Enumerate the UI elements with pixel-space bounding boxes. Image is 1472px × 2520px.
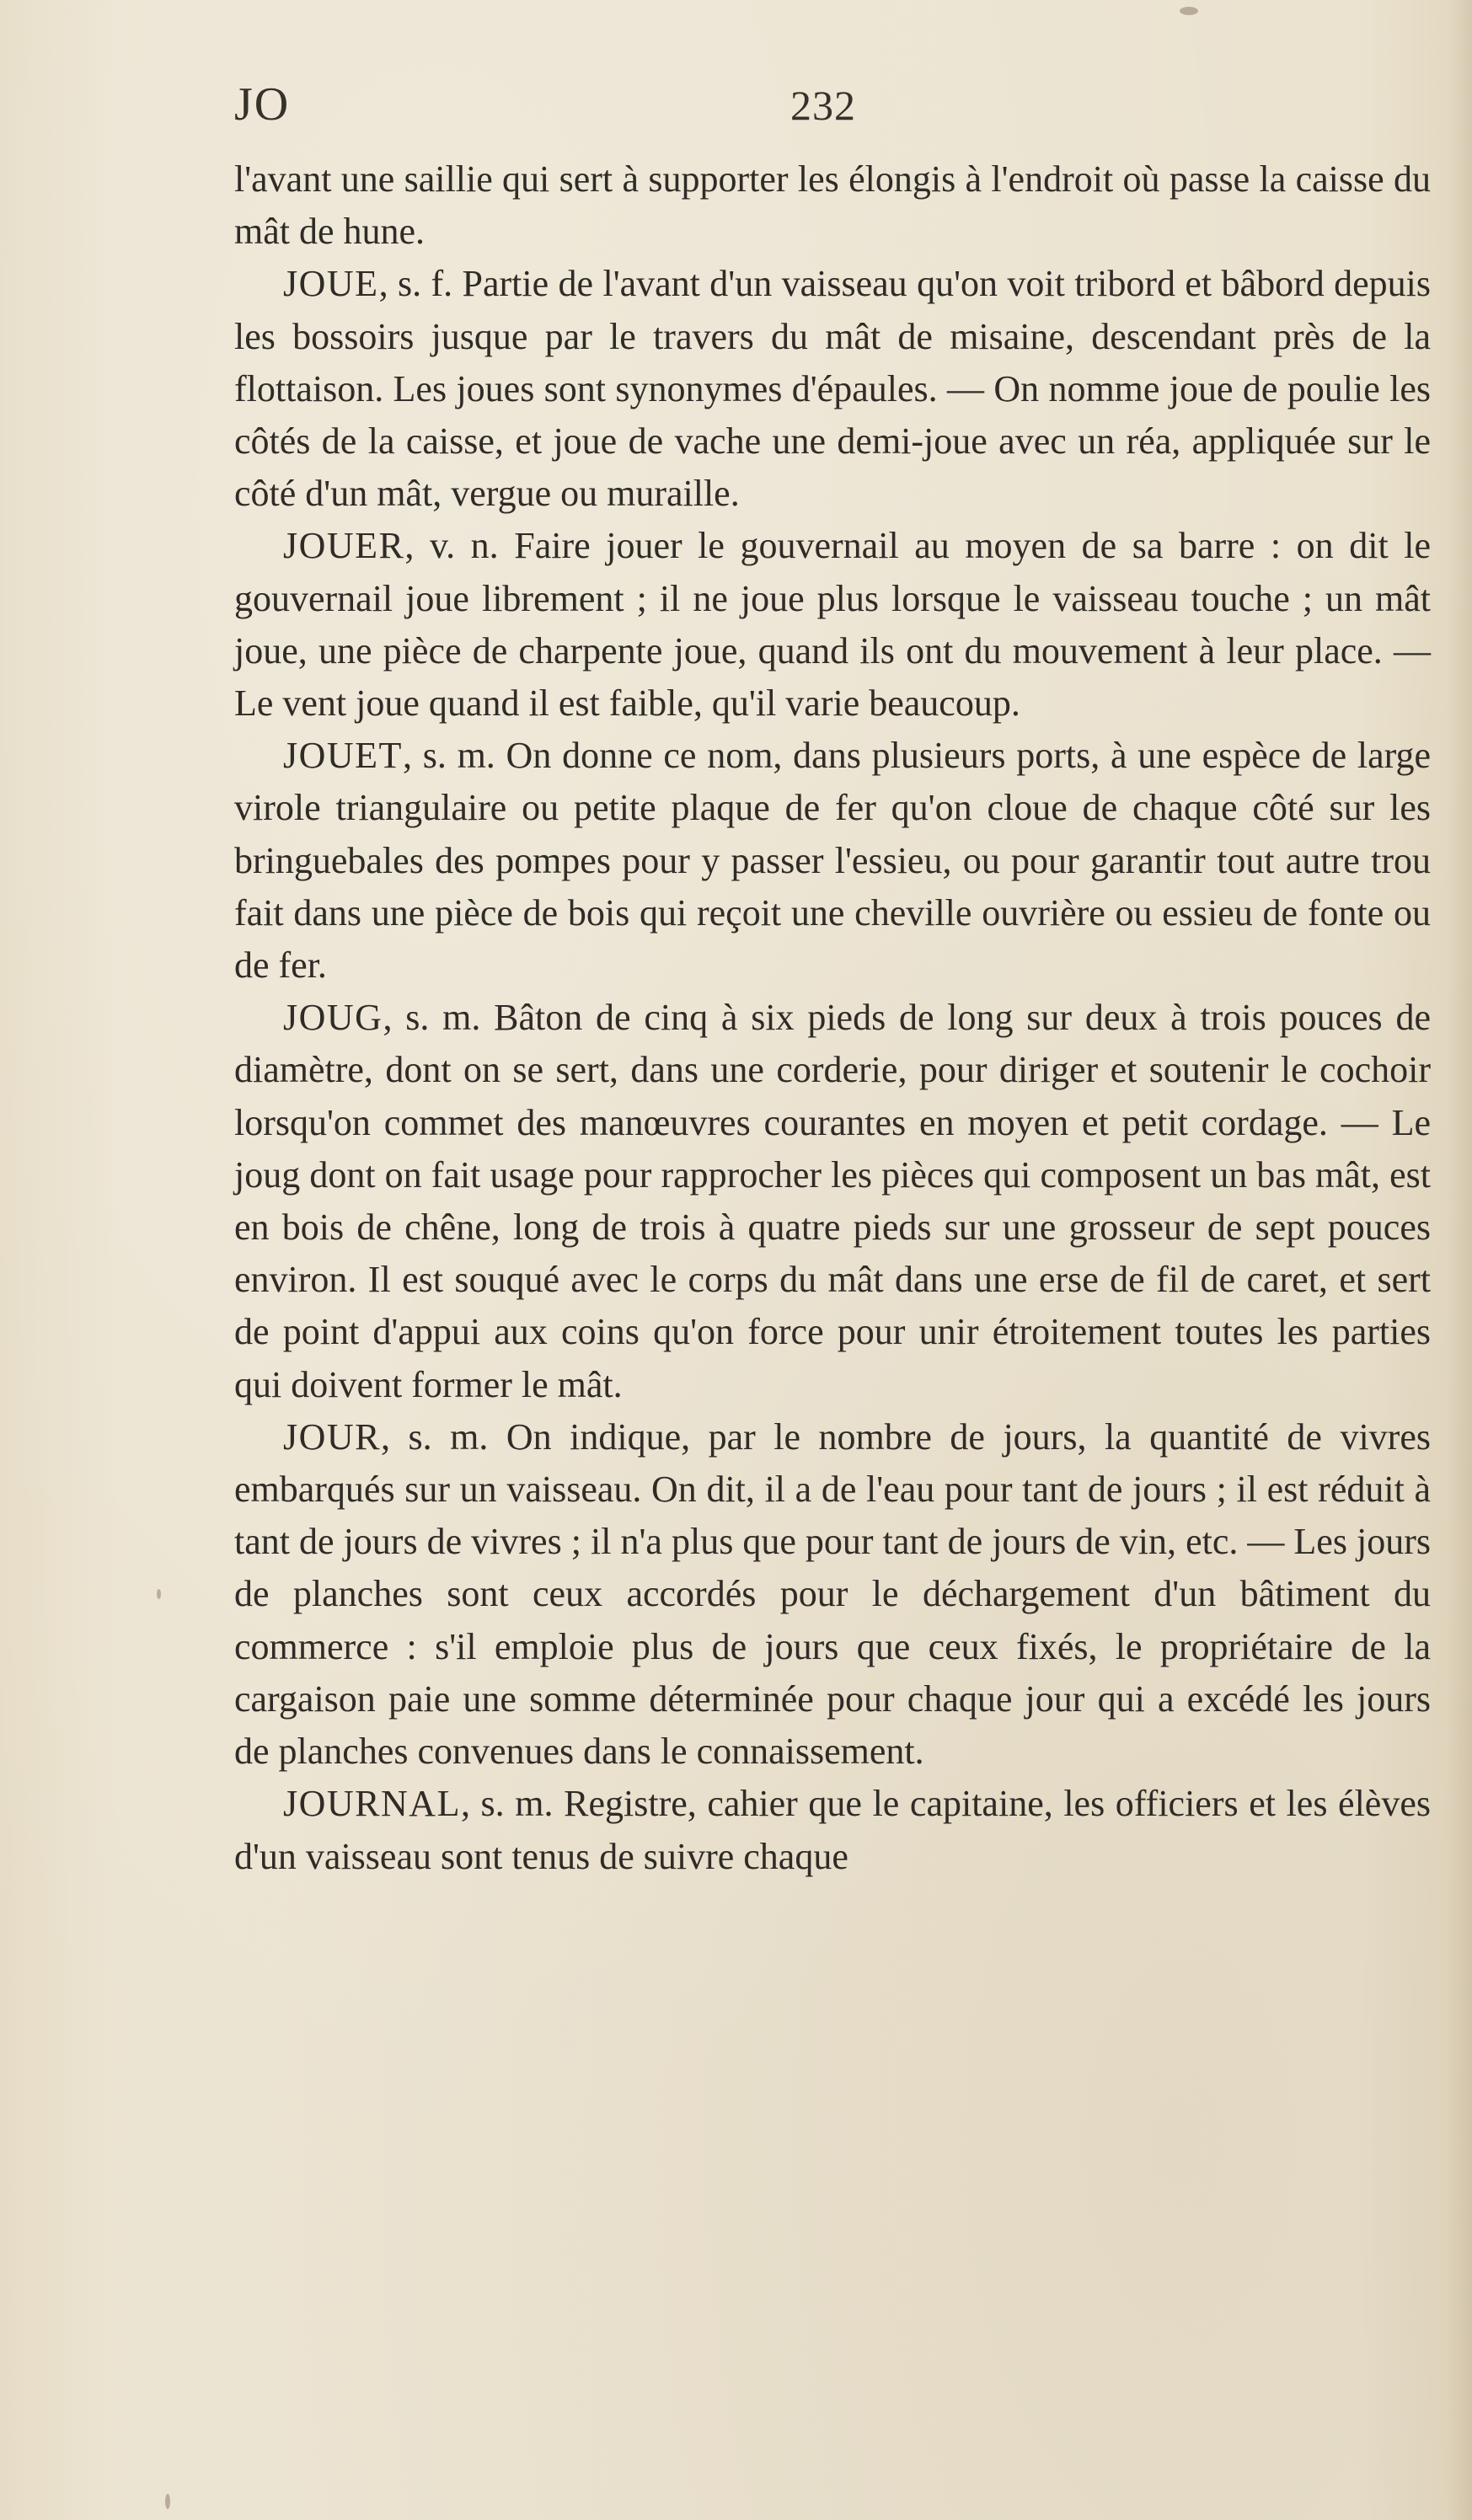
entry-jour bbox=[234, 1411, 1431, 1778]
entry-jouet bbox=[234, 730, 1431, 992]
continuation-paragraph bbox=[234, 153, 1431, 258]
paper-blemish bbox=[1180, 7, 1198, 15]
entry-text: , s. f. Partie de l'avant d'un vaisseau qu'on voit tribord et bâbord depuis les bossoirs jusque par le travers du mât de misaine, descendant près de la flottaison. Les joues sont synonymes d'épaules. — On nomme joue de poulie les côtés de la caisse, et joue de vache une demi-joue avec un réa, appliquée sur le côté d'un mât, vergue ou muraille. bbox=[234, 263, 1431, 515]
page-edge-shadow bbox=[1447, 0, 1472, 2520]
entry-headword: JOURNAL bbox=[283, 1783, 461, 1825]
running-header bbox=[234, 78, 1431, 136]
dictionary-text bbox=[234, 153, 1431, 1883]
entry-headword: JOUER bbox=[283, 525, 405, 567]
entry-journal bbox=[234, 1778, 1431, 1882]
entry-text: , s. m. Bâton de cinq à six pieds de long sur deux à trois pouces de diamètre, dont on se sert, dans une corderie, pour diriger et soutenir le cochoir lorsqu'on commet des manœuvres courantes en moyen et petit cordage. — Le joug dont on fait usage pour rapprocher les pièces qui composent un bas mât, est en bois de chêne, long de trois à quatre pieds sur une grosseur de sept pouces environ. Il est souqué avec le corps du mât dans une erse de fil de caret, et sert de point d'appui aux coins qu'on force pour unir étroitement toutes les parties qui doivent former le mât. bbox=[234, 997, 1431, 1405]
entry-jouer bbox=[234, 520, 1431, 730]
entry-text: , s. m. On donne ce nom, dans plusieurs ports, à une espèce de large virole triangulaire ou petite plaque de fer qu'on cloue de chaque côté sur les bringuebales des pompes pour y passer l'essieu, ou pour garantir tout autre trou fait dans une pièce de bois qui reçoit une cheville ouvrière ou essieu de fonte ou de fer. bbox=[234, 735, 1431, 987]
entry-headword: JOUE bbox=[283, 263, 379, 305]
entry-joue bbox=[234, 258, 1431, 520]
entry-headword: JOUR bbox=[283, 1415, 382, 1458]
entry-headword: JOUET bbox=[283, 735, 403, 777]
entry-joug bbox=[234, 992, 1431, 1411]
page-number: 232 bbox=[790, 82, 856, 129]
header-guide-letters: JO bbox=[234, 78, 291, 131]
paragraph-text: l'avant une saillie qui sert à supporter les élongis à l'endroit où passe la caisse du mât de hune. bbox=[234, 158, 1431, 253]
entry-headword: JOUG bbox=[283, 997, 383, 1039]
entry-text: , v. n. Faire jouer le gouvernail au moyen de sa barre : on dit le gouvernail joue librement ; il ne joue plus lorsque le vaisseau touche ; un mât joue, une pièce de charpente joue, quand ils ont du mouvement à leur place. — Le vent joue quand il est faible, qu'il varie beaucoup. bbox=[234, 525, 1431, 725]
entry-text: , s. m. On indique, par le nombre de jours, la quantité de vivres embarqués sur un vaisseau. On dit, il a de l'eau pour tant de jours ; il est réduit à tant de jours de vivres ; il n'a plus que pour tant de jours de vin, etc. — Les jours de planches sont ceux accordés pour le déchargement d'un bâtiment du commerce : s'il emploie plus de jours que ceux fixés, le propriétaire de la cargaison paie une somme déterminée pour chaque jour qui a excédé les jours de planches convenues dans le connaissement. bbox=[234, 1415, 1431, 1773]
paper-blemish bbox=[165, 2494, 170, 2509]
paper-blemish bbox=[157, 1589, 161, 1599]
entry-text: , s. m. Registre, cahier que le capitaine, les officiers et les élèves d'un vaisseau sont tenus de suivre chaque bbox=[234, 1783, 1431, 1877]
